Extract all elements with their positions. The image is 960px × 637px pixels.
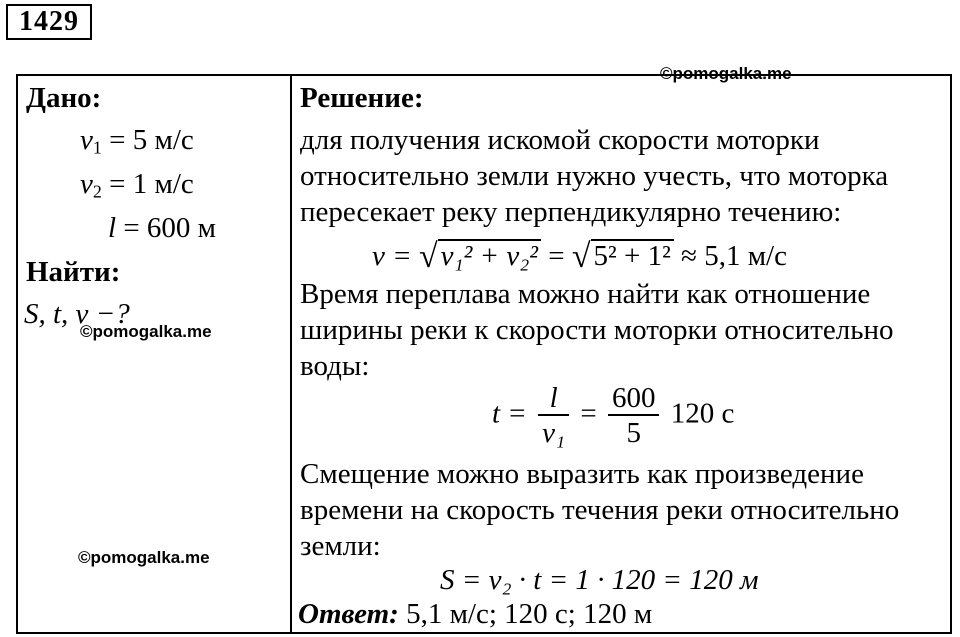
formula-displacement: S = v₂ · t = 1 · 120 = 120 м	[440, 564, 759, 596]
solution-paragraph-2	[300, 276, 894, 384]
text-line: пересекает реку перпендикулярно течению:	[300, 196, 842, 228]
radicand-1: v₁² + v₂²	[438, 239, 541, 271]
solution-paragraph-3	[300, 456, 899, 564]
denominator: 5	[626, 417, 641, 449]
text-line: воды:	[300, 350, 370, 382]
text-line: земли:	[300, 530, 381, 562]
l-value: = 600 м	[116, 212, 217, 244]
v2-sub: 2	[92, 181, 102, 202]
formula-result: 120 с	[670, 397, 735, 430]
formula-lhs: v =	[372, 240, 412, 272]
text-line: относительно земли нужно учесть, что моторка	[300, 160, 889, 192]
solution-paragraph-1	[300, 122, 888, 230]
watermark: ©pomogalka.me	[80, 322, 212, 341]
v1-value: = 5 м/с	[101, 124, 194, 156]
text-line: времени на скорость течения реки относительно	[300, 494, 900, 526]
answer	[298, 598, 652, 631]
l-var: l	[108, 212, 117, 244]
given-l	[108, 212, 216, 245]
formula-result: ≈ 5,1 м/с	[681, 240, 787, 272]
radicand-2: 5² + 1²	[591, 239, 674, 271]
formula-time	[492, 382, 734, 450]
equals-sign: =	[580, 397, 597, 430]
watermark: ©pomogalka.me	[78, 548, 210, 567]
fraction-2	[608, 382, 660, 450]
v2-var: v	[80, 168, 93, 200]
formula-lhs: t =	[492, 397, 527, 430]
denominator: v₁	[542, 417, 566, 449]
text-line: Смещение можно выразить как произведение	[300, 458, 864, 490]
text-line: Время переплава можно найти как отношение	[300, 278, 871, 310]
answer-text: 5,1 м/с; 120 с; 120 м	[398, 598, 653, 630]
sqrt-icon: √	[418, 238, 438, 275]
solution-column	[292, 76, 950, 632]
given-header: Дано:	[26, 82, 102, 114]
text-line: для получения искомой скорости моторки	[300, 124, 820, 156]
v2-value: = 1 м/с	[101, 168, 194, 200]
solution-header: Решение:	[300, 82, 424, 114]
numerator: l	[538, 382, 569, 416]
numerator: 600	[608, 382, 660, 416]
find-items: S, t, v −?	[24, 298, 130, 330]
text-line: ширины реки к скорости моторки относительно	[300, 314, 894, 346]
given-v2	[80, 168, 194, 202]
v1-var: v	[80, 124, 93, 156]
formula-speed	[372, 236, 787, 274]
find-header: Найти:	[26, 256, 121, 288]
v1-sub: 1	[92, 137, 102, 158]
equals-sign: =	[548, 240, 565, 272]
fraction-1	[538, 382, 569, 450]
given-v1	[80, 124, 194, 158]
sqrt-icon: √	[571, 238, 591, 275]
problem-number: 1429	[6, 4, 92, 40]
answer-label: Ответ:	[298, 598, 399, 630]
watermark: ©pomogalka.me	[660, 64, 792, 83]
